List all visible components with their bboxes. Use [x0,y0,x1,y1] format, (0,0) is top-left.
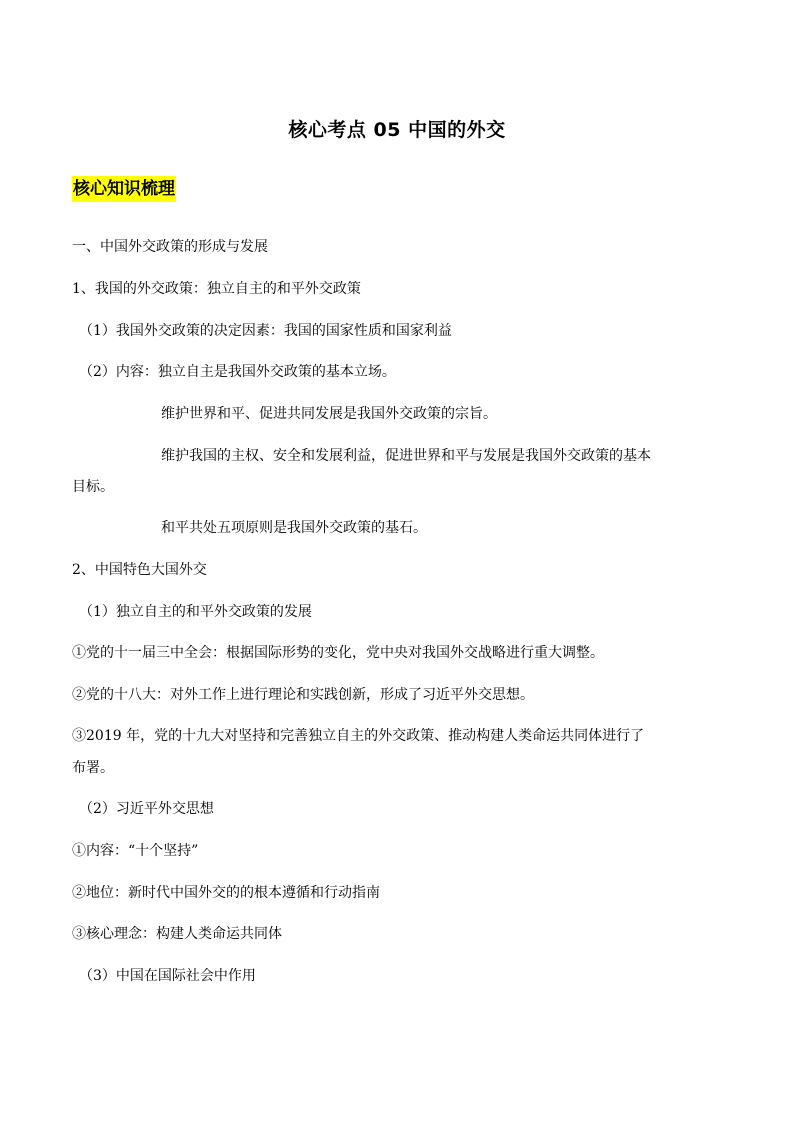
development-point-3: ③2019 年，党的十九大对坚持和完善独立自主的外交政策、推动构建人类命运共同体进行了 [72,728,645,744]
content-purpose: 维护世界和平、促进共同发展是我国外交政策的宗旨。 [161,406,497,422]
content-cornerstone: 和平共处五项原则是我国外交政策的基石。 [161,520,427,536]
section-heading-label: 核心知识梳理 [73,179,175,199]
content-goal-continued: 目标。 [72,479,114,495]
content-goal: 维护我国的主权、安全和发展利益，促进世界和平与发展是我国外交政策的基本 [161,448,651,464]
development-point-1: ①党的十一届三中全会：根据国际形势的变化，党中央对我国外交战略进行重大调整。 [72,645,604,661]
item-1-1-determinants: （1）我国外交政策的决定因素：我国的国家性质和国家利益 [79,323,452,339]
item-2-1-development: （1）独立自主的和平外交政策的发展 [79,604,312,620]
item-1-foreign-policy: 1、我国的外交政策：独立自主的和平外交政策 [72,281,361,297]
item-2-major-country-diplomacy: 2、中国特色大国外交 [72,562,207,578]
thought-content: ①内容：“十个坚持” [72,843,199,859]
item-2-3-china-role: （3）中国在国际社会中作用 [79,968,256,984]
section-heading-highlighted [72,176,176,202]
item-1-2-content: （2）内容：独立自主是我国外交政策的基本立场。 [79,364,396,380]
heading-part-one: 一、中国外交政策的形成与发展 [72,239,268,255]
development-point-2: ②党的十八大：对外工作上进行理论和实践创新，形成了习近平外交思想。 [72,687,534,703]
development-point-3-continued: 布署。 [72,760,114,776]
thought-status: ②地位：新时代中国外交的的根本遵循和行动指南 [72,885,380,901]
thought-core-concept: ③核心理念：构建人类命运共同体 [72,926,282,942]
page-title: 核心考点 05 中国的外交 [288,119,506,141]
item-2-2-xi-diplomatic-thought: （2）习近平外交思想 [79,801,214,817]
